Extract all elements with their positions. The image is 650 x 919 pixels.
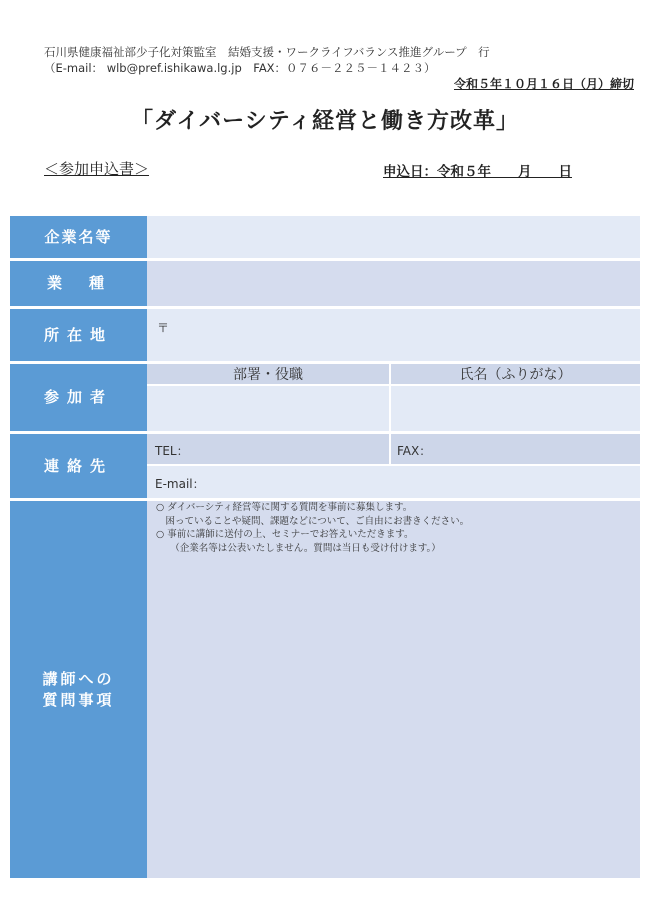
- recipient-line: 石川県健康福祉部少子化対策監室 結婚支援・ワークライフバランス推進グループ 行: [44, 45, 490, 59]
- contact-line: （E-mail： wlb@pref.ishikawa.lg.jp FAX：０７６－２２５－１４２３）: [44, 61, 436, 75]
- dept-column-header: 部署・役職: [147, 364, 389, 384]
- application-date[interactable]: 申込日：令和５年 月 日: [383, 164, 572, 180]
- document-title: 「ダイバーシティ経営と働き方改革」: [131, 109, 519, 134]
- industry-label: 業 種: [10, 261, 147, 306]
- fax-label: FAX：: [397, 444, 432, 458]
- email-field[interactable]: [147, 466, 640, 498]
- question-label: 講師への 質問事項: [10, 501, 147, 878]
- participant-row: [10, 364, 640, 431]
- question-row: [10, 501, 640, 878]
- postal-mark: 〒: [157, 321, 170, 335]
- tel-field[interactable]: [147, 434, 389, 464]
- question-instructions: ○ ダイバーシティ経営等に関する質問を事前に募集します。 困っていることや疑問、課題などについて、ご自由にお書きください。 ○ 事前に講師に送付の上、セミナーでお答えいただきます。 （企業名等は公表いたしません。質問は当日も受け付けます。）: [156, 502, 470, 554]
- company-row: [10, 216, 640, 258]
- industry-field[interactable]: [147, 261, 640, 306]
- participant-label: 参加者: [10, 364, 147, 431]
- dept-field[interactable]: [147, 386, 389, 431]
- company-label: 企業名等: [10, 216, 147, 258]
- name-column-header: 氏名（ふりがな）: [391, 364, 640, 384]
- company-field[interactable]: [147, 216, 640, 258]
- question-field[interactable]: [147, 501, 640, 878]
- deadline-text: 令和５年１０月１６日（月）締切: [453, 77, 634, 91]
- tel-label: TEL：: [155, 444, 189, 458]
- address-field[interactable]: [147, 309, 640, 361]
- contact-row: [10, 434, 640, 498]
- industry-row: [10, 261, 640, 306]
- name-field[interactable]: [391, 386, 640, 431]
- application-form-label: ＜参加申込書＞: [44, 160, 150, 178]
- address-row: [10, 309, 640, 361]
- fax-field[interactable]: [391, 434, 640, 464]
- contact-label: 連絡先: [10, 434, 147, 498]
- application-form: [10, 216, 640, 878]
- address-label: 所在地: [10, 309, 147, 361]
- email-label: E-mail：: [155, 477, 205, 491]
